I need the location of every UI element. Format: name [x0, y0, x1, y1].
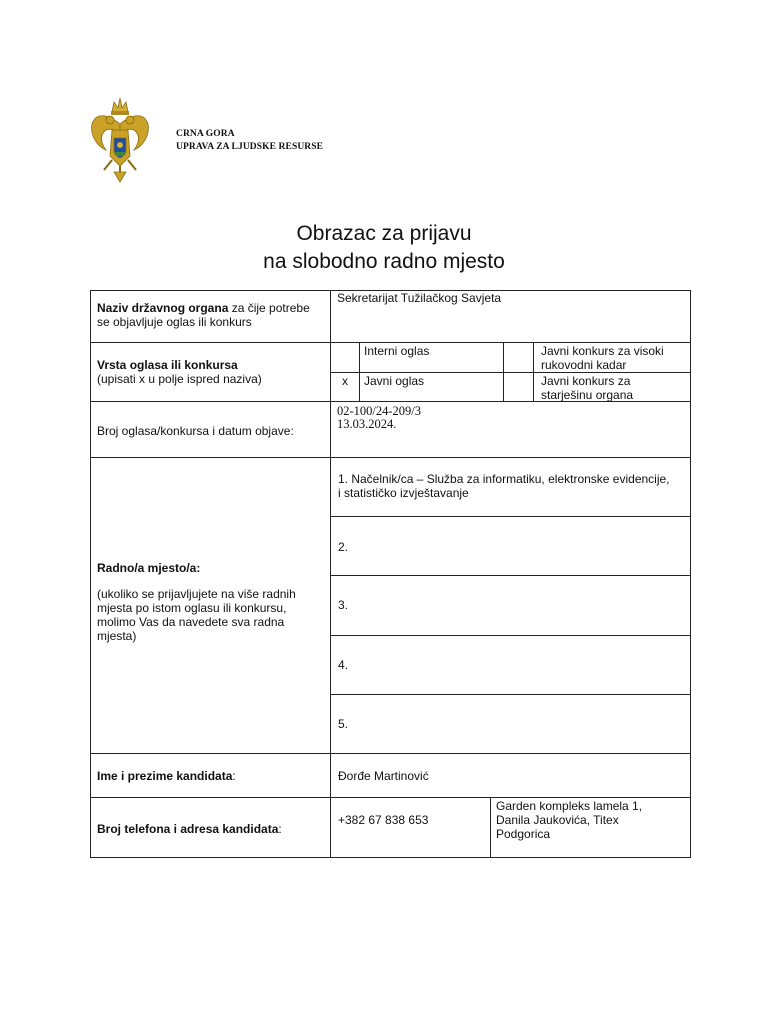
organ-label-rest: za čije potrebe — [228, 301, 310, 315]
option-label-visoki — [541, 344, 664, 372]
organ-label-bold: Naziv državnog organa — [97, 301, 229, 315]
option-label-interni: Interni oglas — [364, 344, 430, 358]
address-line: Danila Jaukovića, Titex — [496, 813, 619, 827]
option-label-visoki-line2: rukovodni kadar — [541, 358, 627, 372]
application-form — [90, 290, 691, 858]
column-divider — [330, 291, 331, 857]
option-label-visoki-line1: Javni konkurs za visoki — [541, 344, 664, 358]
radno-hint-line: (ukoliko se prijavljujete na više radnih — [97, 587, 296, 601]
radno-hint-line: molimo Vas da navedete sva radna — [97, 615, 285, 629]
broj-label: Broj oglasa/konkursa i datum objave: — [97, 424, 294, 438]
option-checkbox-javni[interactable]: x — [342, 374, 348, 388]
address-line: Podgorica — [496, 827, 551, 841]
kontakt-label — [97, 822, 282, 836]
coat-of-arms-icon — [88, 94, 152, 184]
radno-label-bold: Radno/a mjesto/a: — [97, 561, 201, 575]
contact-col-divider — [490, 797, 491, 857]
header-org — [176, 128, 323, 154]
option-col-divider — [533, 342, 534, 401]
row-divider — [91, 457, 690, 458]
row-divider — [91, 797, 690, 798]
organ-value[interactable]: Sekretarijat Tužilačkog Savjeta — [337, 291, 502, 305]
header-agency: UPRAVA ZA LJUDSKE RESURSE — [176, 142, 324, 152]
vrsta-label-bold: Vrsta oglasa ili konkursa — [97, 358, 238, 372]
kontakt-label-bold: Broj telefona i adresa kandidata — [97, 822, 279, 836]
option-label-starjesina-line2: starješinu organa — [541, 388, 634, 402]
title-line-1: Obrazac za prijavu — [296, 222, 472, 245]
title-line-2: na slobodno radno mjesto — [263, 250, 505, 273]
row-divider — [91, 342, 690, 343]
radno-label — [97, 561, 327, 643]
position-4[interactable]: 4. — [338, 658, 349, 672]
position-1[interactable] — [338, 472, 670, 500]
option-col-divider — [503, 342, 504, 401]
broj-number: 02-100/24-209/3 — [337, 404, 422, 418]
vrsta-label — [97, 358, 327, 386]
row-divider — [91, 753, 690, 754]
position-1-line1: 1. Načelnik/ca – Služba za informatiku, elektronske evidencije, — [338, 472, 670, 486]
position-2[interactable]: 2. — [338, 540, 349, 554]
address-value[interactable] — [496, 799, 642, 841]
phone-value[interactable]: +382 67 838 653 — [338, 813, 429, 827]
radno-hint-line: mjesta) — [97, 629, 137, 643]
ime-label-bold: Ime i prezime kandidata — [97, 769, 233, 783]
organ-label — [97, 301, 327, 329]
ime-label — [97, 769, 236, 783]
position-divider — [330, 635, 690, 636]
option-label-starjesina — [541, 374, 633, 402]
position-1-line2: i statističko izvještavanje — [338, 486, 469, 500]
option-col-divider — [359, 342, 360, 401]
ime-value[interactable]: Đorđe Martinović — [338, 769, 429, 783]
option-label-starjesina-line1: Javni konkurs za — [541, 374, 631, 388]
ime-label-colon: : — [232, 769, 236, 783]
vrsta-hint: (upisati x u polje ispred naziva) — [97, 372, 262, 386]
broj-date: 13.03.2024. — [337, 417, 397, 431]
kontakt-label-colon: : — [278, 822, 282, 836]
organ-label-line2: se objavljuje oglas ili konkurs — [97, 315, 252, 329]
header-country: CRNA GORA — [176, 129, 235, 139]
broj-value[interactable] — [337, 405, 421, 431]
position-divider — [330, 516, 690, 517]
position-divider — [330, 694, 690, 695]
position-5[interactable]: 5. — [338, 717, 349, 731]
position-3[interactable]: 3. — [338, 598, 349, 612]
option-label-javni: Javni oglas — [364, 374, 425, 388]
option-divider — [330, 372, 690, 373]
position-divider — [330, 575, 690, 576]
address-line: Garden kompleks lamela 1, — [496, 799, 643, 813]
radno-hint-line: mjesta po istom oglasu ili konkursu, — [97, 601, 287, 615]
page-title — [0, 220, 768, 276]
